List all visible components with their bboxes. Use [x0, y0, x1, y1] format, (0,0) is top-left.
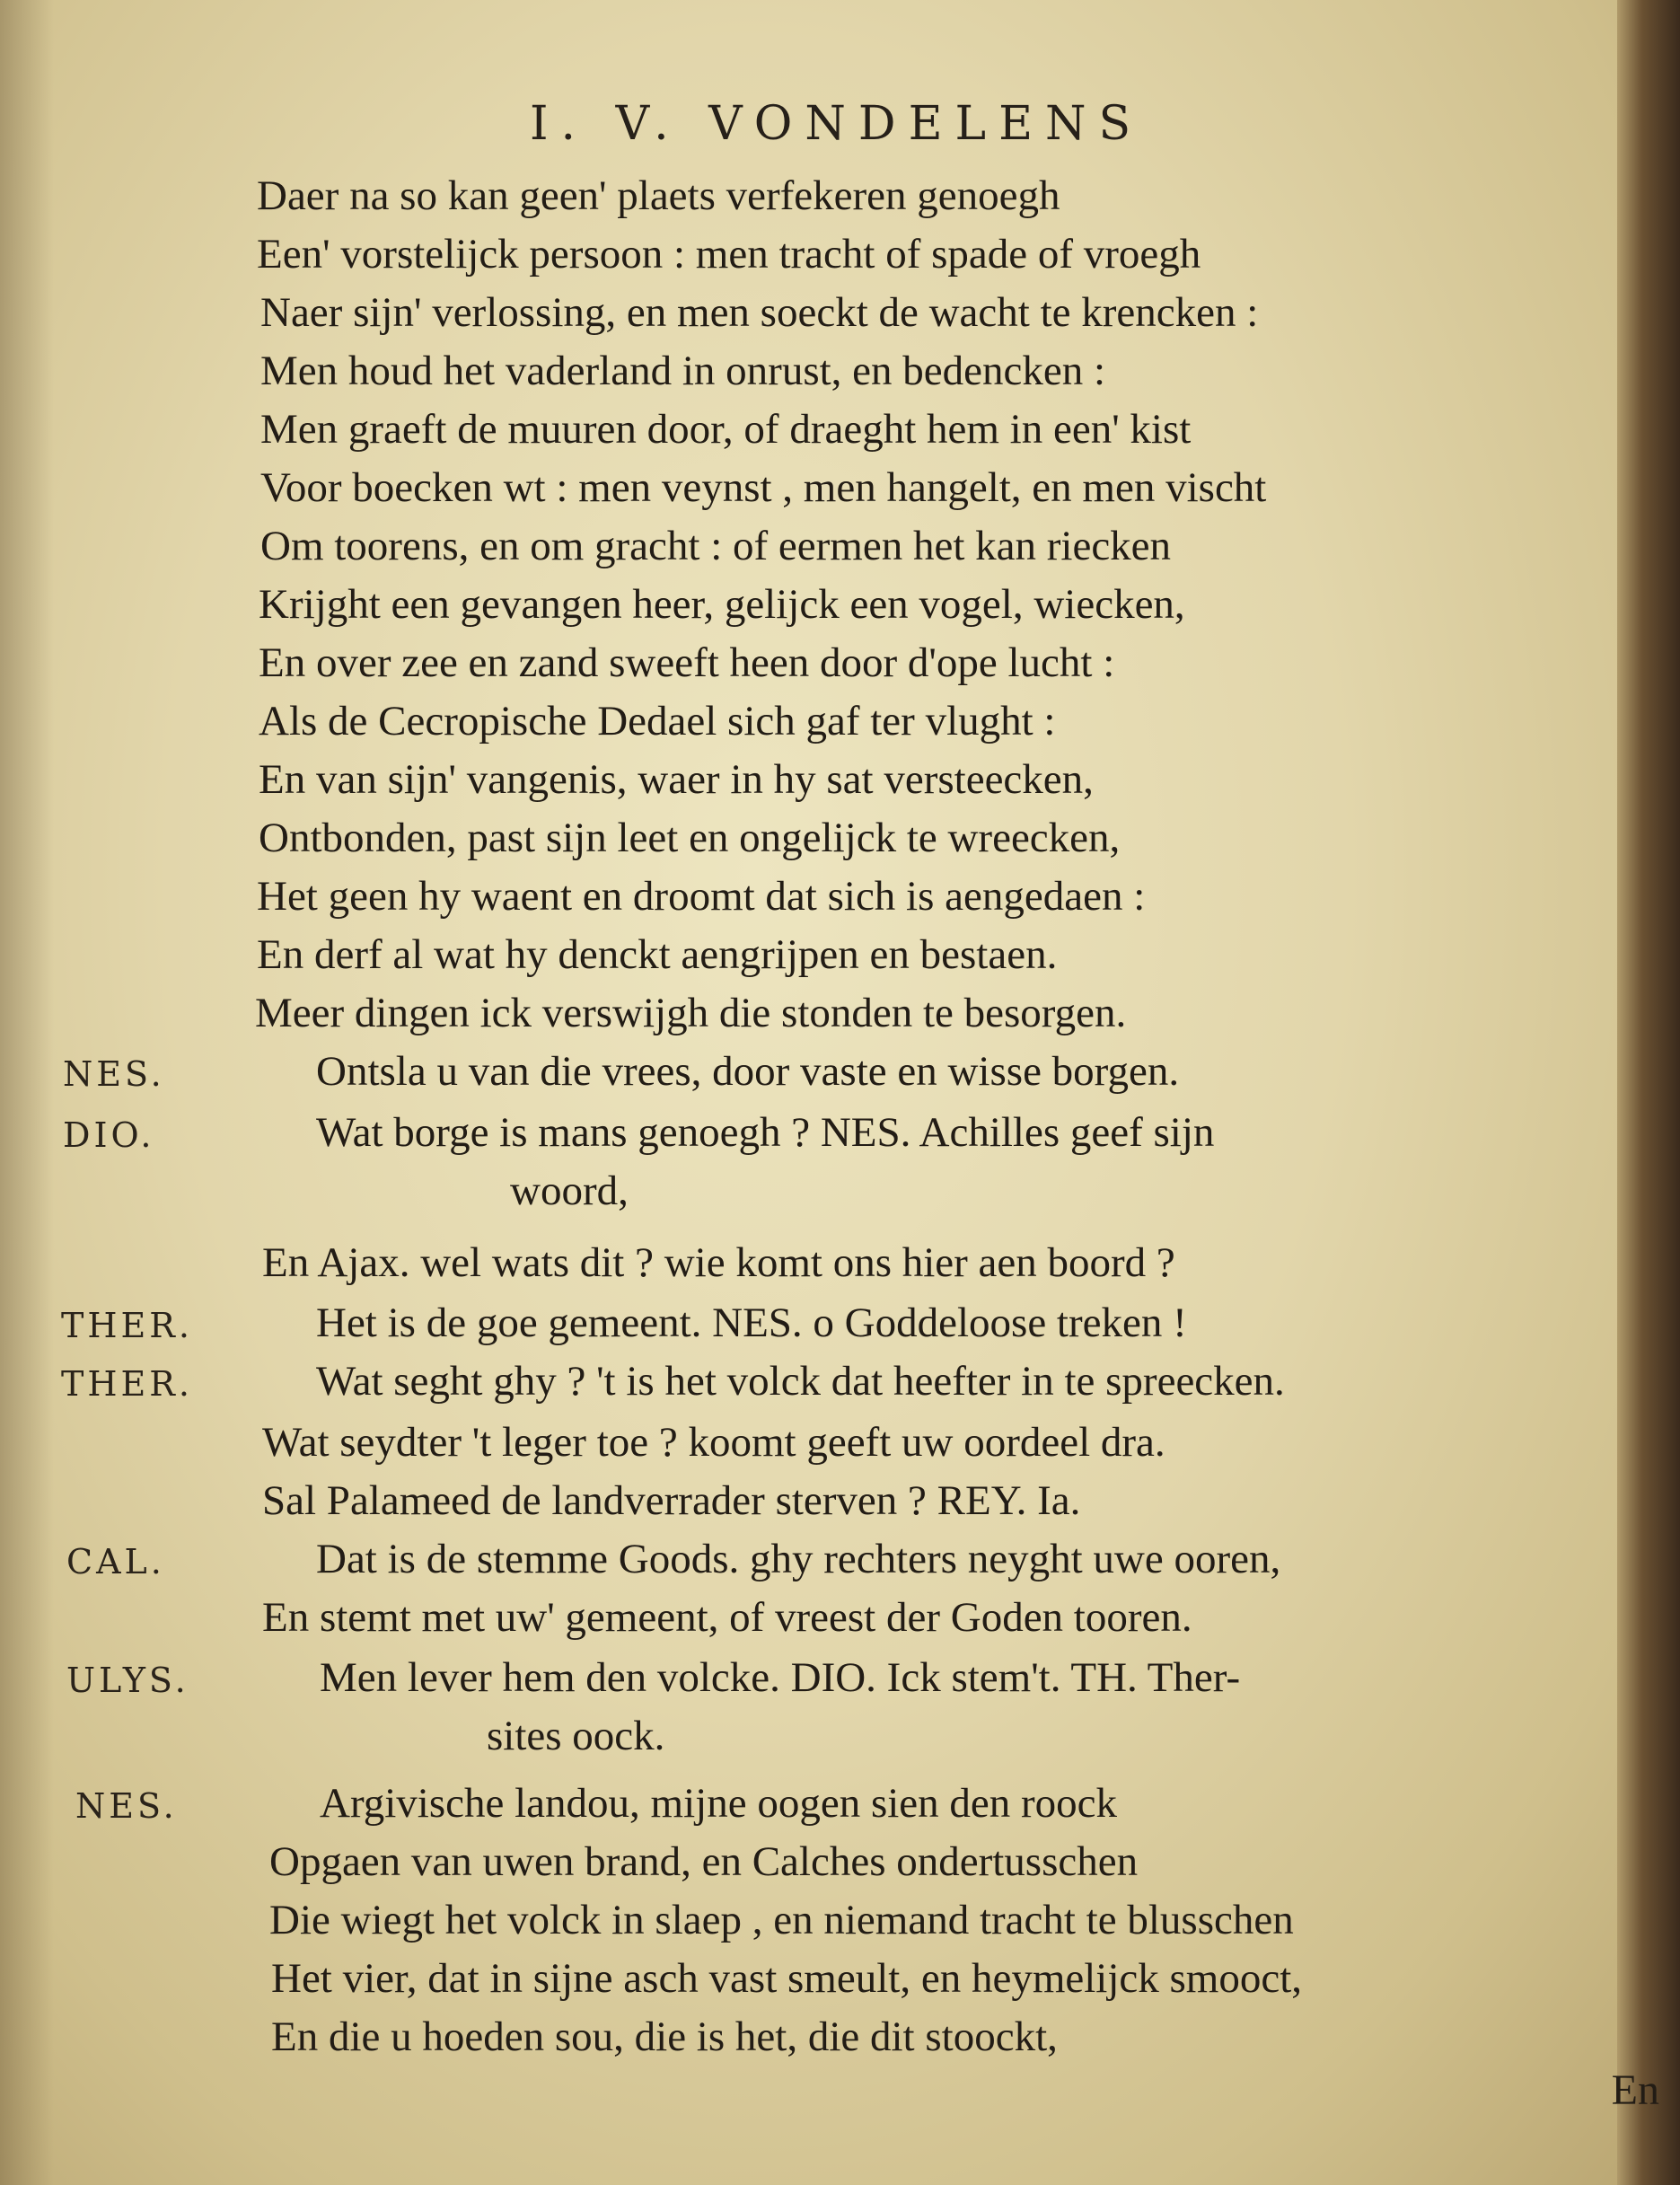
dialogue-line: Ontsla u van die vrees, door vaste en wisse borgen.: [316, 1048, 1180, 1095]
dialogue-line: Het vier, dat in sijne asch vast smeult, en heymelijck smooct,: [271, 1955, 1303, 2002]
speaker-label: NES.: [75, 1786, 178, 1826]
text-line: Als de Cecropische Dedael sich gaf ter vlught :: [259, 698, 1056, 744]
dialogue-line: sites oock.: [487, 1713, 665, 1759]
dialogue-line: En Ajax. wel wats dit ? wie komt ons hier aen boord ?: [262, 1239, 1175, 1286]
dialogue-line: En die u hoeden sou, die is het, die dit stoockt,: [271, 2013, 1058, 2060]
dialogue-line: Het is de goe gemeent. NES. o Goddeloose treken !: [316, 1300, 1187, 1346]
dialogue-line: woord,: [510, 1167, 629, 1214]
text-line: En derf al wat hy denckt aengrijpen en bestaen.: [257, 931, 1058, 978]
text-line: Krijght een gevangen heer, gelijck een vogel, wiecken,: [259, 581, 1185, 628]
dialogue-line: Dat is de stemme Goods. ghy rechters neyght uwe ooren,: [316, 1536, 1281, 1582]
running-header: I. V. VONDELENS: [530, 97, 1144, 151]
speaker-label: THER.: [61, 1364, 193, 1404]
text-line: Meer dingen ick verswijgh die stonden te besorgen.: [255, 990, 1127, 1036]
dialogue-line: Opgaen van uwen brand, en Calches ondertusschen: [269, 1838, 1139, 1885]
text-line: Daer na so kan geen' plaets verfekeren genoegh: [257, 172, 1060, 219]
text-line: Het geen hy waent en droomt dat sich is aengedaen :: [257, 873, 1146, 920]
text-line: Om toorens, en om gracht : of eermen het kan riecken: [260, 523, 1172, 569]
dialogue-line: Argivische landou, mijne oogen sien den roock: [320, 1780, 1118, 1827]
speaker-label: CAL.: [66, 1542, 165, 1581]
text-line: Naer sijn' verlossing, en men soeckt de wacht te krencken :: [260, 289, 1259, 336]
speaker-label: ULYS.: [66, 1661, 189, 1700]
dialogue-line: Sal Palameed de landverrader sterven ? REY. Ia.: [262, 1477, 1081, 1524]
dialogue-line: Wat seydter 't leger toe ? koomt geeft uw oordeel dra.: [262, 1419, 1165, 1466]
dialogue-line: Wat seght ghy ? 't is het volck dat heefter in te spreecken.: [316, 1358, 1285, 1405]
dialogue-line: En stemt met uw' gemeent, of vreest der Goden tooren.: [262, 1594, 1192, 1641]
dialogue-line: Men lever hem den volcke. DIO. Ick stem't. TH. Ther-: [320, 1654, 1241, 1701]
text-line: Men houd het vaderland in onrust, en bedencken :: [260, 348, 1106, 394]
text-line: Voor boecken wt : men veynst , men hangelt, en men vischt: [260, 464, 1267, 511]
text-line: En van sijn' vangenis, waer in hy sat versteecken,: [259, 756, 1094, 803]
dialogue-line: Die wiegt het volck in slaep , en niemand tracht te blusschen: [269, 1897, 1294, 1943]
text-line: Een' vorstelijck persoon : men tracht of spade of vroegh: [257, 231, 1201, 278]
dialogue-line: Wat borge is mans genoegh ? NES. Achilles geef sijn: [316, 1109, 1215, 1156]
catchword: En: [1611, 2066, 1659, 2114]
speaker-label: THER.: [61, 1306, 193, 1345]
speaker-label: NES.: [63, 1054, 165, 1094]
text-line: Men graeft de muuren door, of draeght hem in een' kist: [260, 406, 1192, 453]
text-line: En over zee en zand sweeft heen door d'ope lucht :: [259, 639, 1115, 686]
speaker-label: DIO.: [63, 1115, 155, 1155]
text-line: Ontbonden, past sijn leet en ongelijck te wreecken,: [259, 815, 1121, 861]
